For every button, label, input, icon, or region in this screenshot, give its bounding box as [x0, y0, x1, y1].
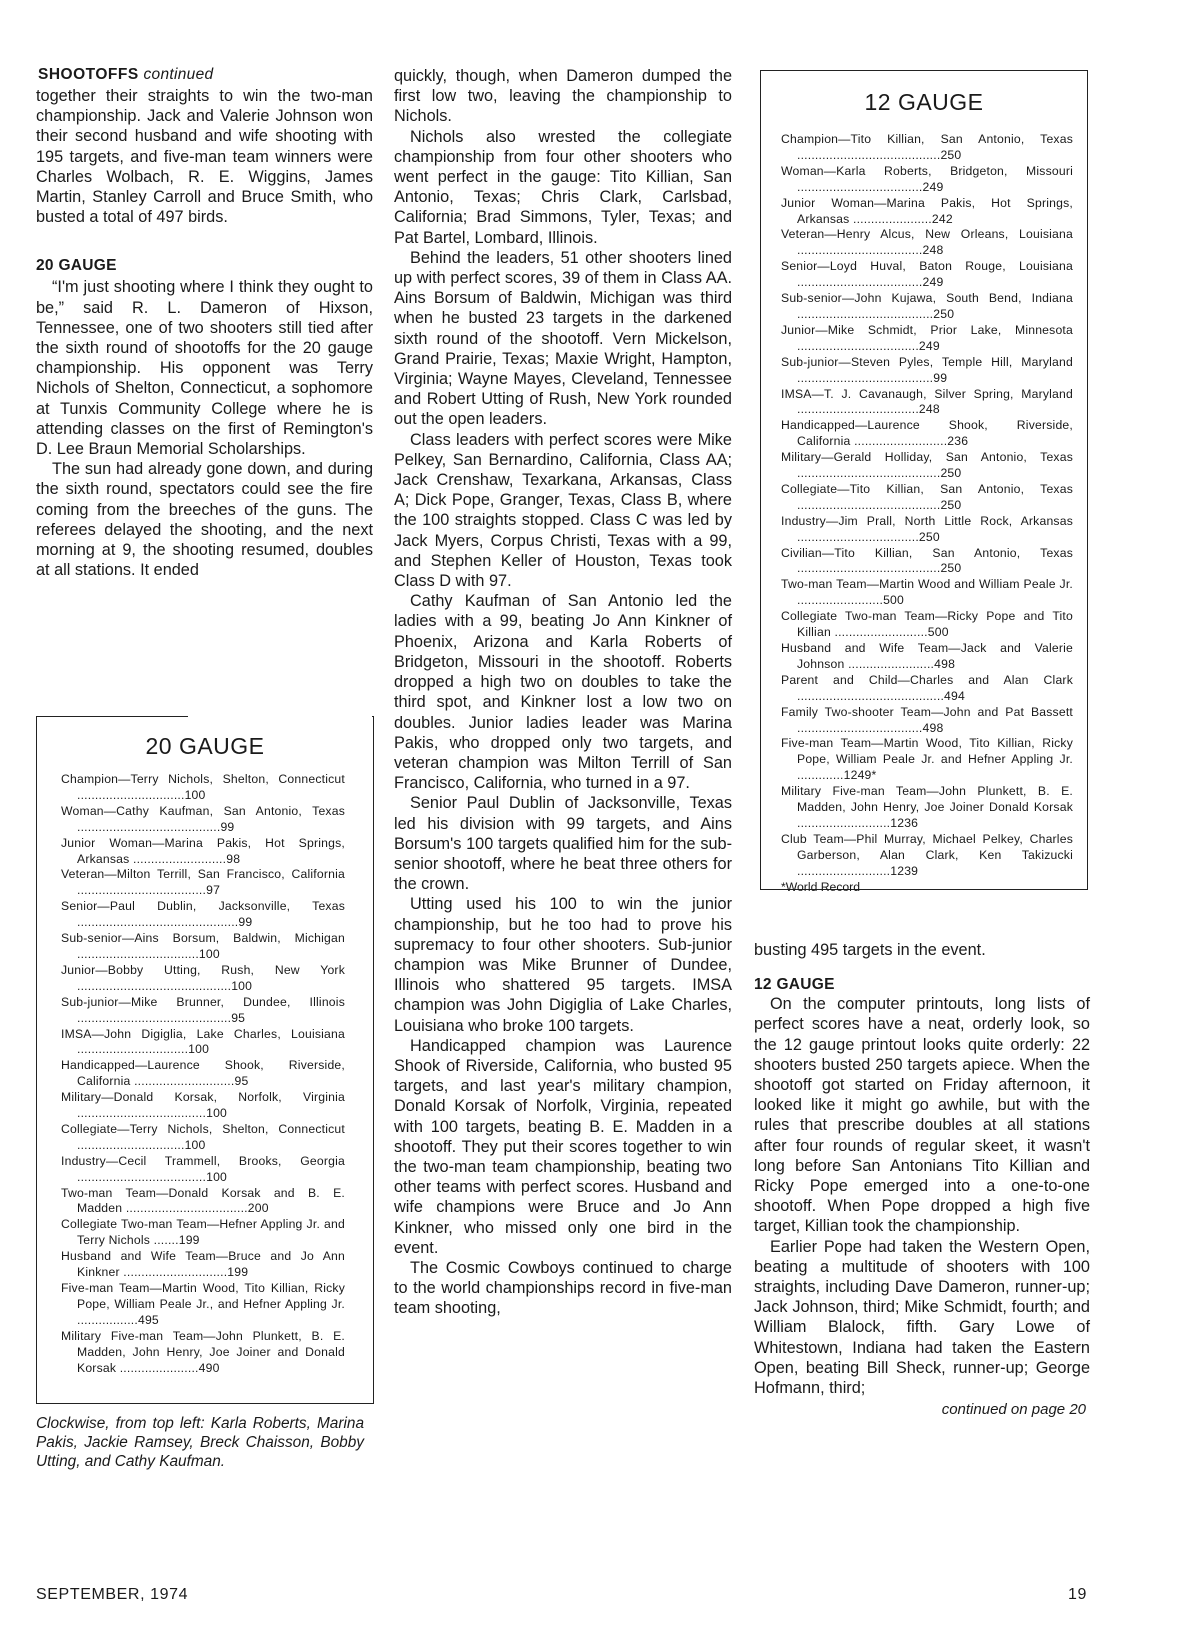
- result-entry: Handicapped—Laurence Shook, Riverside, California ..........................236: [781, 418, 1073, 449]
- paragraph: Senior Paul Dublin of Jacksonville, Texas led his division with 99 targets, and Ains Borsum's 100 targets qualified him for the sub-senior shootoff, where he beat three others for the crown.: [394, 794, 732, 894]
- result-entry: Champion—Terry Nichols, Shelton, Connecticut ..............................100: [61, 772, 345, 802]
- result-entry: Collegiate—Terry Nichols, Shelton, Connecticut ..............................100: [61, 1121, 345, 1152]
- paragraph: Cathy Kaufman of San Antonio led the ladies with a 99, beating Jo Ann Kinkner of Phoenix, Arizona and Karla Roberts of Bridgeton, Missouri in the shootoff. Roberts dropped a high two on doubles to take the third spot, and Kinkner lost a low two on doubles. Junior ladies leader was Marina Pakis, who dropped only two targets, and veteran champion was Milton Terrill of San Francisco, California, who turned in a 97.: [394, 592, 732, 793]
- result-entry: IMSA—John Digiglia, Lake Charles, Louisiana ...............................100: [61, 1026, 345, 1057]
- paragraph: Nichols also wrested the collegiate championship from four other shooters who went perfect in the gauge: Tito Killian, San Antonio, Texas; Chris Clark, Carlsbad, California; Brad Simmons, Tyler, Texas; and Pat Bartel, Lombard, Illinois.: [394, 127, 732, 247]
- issue-date: SEPTEMBER, 1974: [36, 1586, 189, 1603]
- box-title: 20 GAUGE: [145, 733, 265, 759]
- result-entry: Sub-junior—Mike Brunner, Dundee, Illinois ...........................................95: [61, 994, 345, 1025]
- continued-label: continued: [143, 66, 214, 83]
- paragraph: “I'm just shooting where I think they ought to be,” said R. L. Dameron of Hixson, Tennessee, one of two shooters still tied after the sixth round of shootoffs for the 20 gauge championship. His opponent was Terry Nichols of Shelton, Connecticut, a sophomore at Tunxis Community College where he is attending classes on the first of Remington's D. Lee Braun Memorial Scholarships.: [36, 278, 373, 459]
- continued-heading: [38, 66, 213, 84]
- result-entry: Champion—Tito Killian, San Antonio, Texas ........................................250: [781, 132, 1073, 162]
- column-3-text: [754, 940, 1090, 1418]
- paragraph: Class leaders with perfect scores were Mike Pelkey, San Bernardino, California, Class AA; Jack Crenshaw, Texarkana, Arkansas, Class A; Dick Pope, Granger, Texas, Class B, where the 100 straights stopped. Class C was led by Jack Myers, Corpus Christi, Texas with a 99, and Stephen Keller of Houston, Texas took Class D with 97.: [394, 430, 732, 591]
- result-entry: Senior—Paul Dublin, Jacksonville, Texas .............................................99: [61, 899, 345, 930]
- result-entry: Collegiate Two-man Team—Hefner Appling Jr. and Terry Nichols .......199: [61, 1217, 345, 1248]
- result-entry: Collegiate Two-man Team—Ricky Pope and Tito Killian ..........................500: [781, 609, 1073, 640]
- photo-caption: Clockwise, from top left: Karla Roberts, Marina Pakis, Jackie Ramsey, Breck Chaisson, Bobby Utting, and Cathy Kaufman.: [36, 1415, 364, 1470]
- result-entry: Junior—Mike Schmidt, Prior Lake, Minnesota ..................................249: [781, 322, 1073, 353]
- results-list: [781, 132, 1073, 880]
- result-entry: Woman—Karla Roberts, Bridgeton, Missouri ...................................249: [781, 163, 1073, 194]
- column-2-text: [394, 66, 732, 1319]
- result-entry: Military Five-man Team—John Plunkett, B. E. Madden, John Henry, Joe Joiner Donald Korsak ..........................1236: [781, 784, 1073, 830]
- box-title: 12 GAUGE: [864, 89, 984, 115]
- result-entry: Two-man Team—Donald Korsak and B. E. Madden ..................................200: [61, 1185, 345, 1216]
- paragraph: The sun had already gone down, and during the sixth round, spectators could see the fire coming from the breeches of the guns. The referees delayed the shooting, and the next morning at 9, the shooting resumed, doubles at all stations. It ended: [36, 460, 373, 580]
- paragraph: Utting used his 100 to win the junior championship, but he too had to prove his supremacy to four other shooters. Sub-junior champion was Mike Brunner of Dundee, Illinois who shattered 95 targets. IMSA champion was John Digiglia of Lake Charles, Louisiana who broke 100 targets.: [394, 895, 732, 1035]
- result-entry: Husband and Wife Team—Jack and Valerie Johnson ........................498: [781, 641, 1073, 671]
- paragraph: busting 495 targets in the event.: [754, 941, 986, 959]
- world-record-note: *World Record: [781, 879, 861, 894]
- paragraph: Earlier Pope had taken the Western Open, beating a multitude of shooters with 100 straights, including Dave Dameron, runner-up; Jack Johnson, third; Mike Schmidt, fourth; and William Blalock, fifth. Gary Lowe of Whitestown, Indiana had taken the Eastern Open, beating Bill Sheck, runner-up; George Hofmann, third;: [754, 1237, 1090, 1398]
- continued-on-page: continued on page 20: [941, 1401, 1086, 1419]
- result-entry: Sub-senior—John Kujawa, South Bend, Indiana ......................................250: [781, 291, 1073, 321]
- result-entry: Industry—Cecil Trammell, Brooks, Georgia ....................................100: [61, 1153, 345, 1184]
- intro-paragraph: together their straights to win the two-man championship. Jack and Valerie Johnson won their second husband and wife shooting with 195 targets, and five-man team winners were Charles Wolbach, R. E. Wiggins, James Martin, Stanley Carroll and Bruce Smith, who busted a total of 497 birds.: [36, 87, 373, 227]
- result-entry: Junior Woman—Marina Pakis, Hot Springs, Arkansas ..........................98: [61, 835, 345, 866]
- column-1-text: [36, 86, 373, 580]
- paragraph: On the computer printouts, long lists of perfect scores have a neat, orderly look, so the 12 gauge printout looks quite orderly: 22 shooters busted 250 targets apiece. When the shootoff got started on Friday afternoon, it looked like it might go awhile, but with the rules that prescribe doubles at all stations after four rounds of regular skeet, it wasn't long before San Antonians Tito Killian and Ricky Pope emerged into a one-to-one shootoff. When Pope dropped a high five target, Killian took the championship.: [754, 995, 1090, 1236]
- result-entry: Club Team—Phil Murray, Michael Pelkey, Charles Garberson, Alan Clark, Ken Takizucki ..........................1239: [781, 831, 1073, 878]
- result-entry: Collegiate—Tito Killian, San Antonio, Texas ........................................250: [781, 481, 1073, 512]
- paragraph: The Cosmic Cowboys continued to charge to the world championships record in five-man team shooting,: [394, 1258, 732, 1318]
- result-entry: Husband and Wife Team—Bruce and Jo Ann Kinkner .............................199: [61, 1249, 345, 1280]
- 12-gauge-results-box: [760, 70, 1088, 894]
- result-entry: Senior—Loyd Huval, Baton Rouge, Louisiana ...................................249: [781, 259, 1073, 290]
- box-top-gap: [188, 712, 372, 720]
- result-entry: Junior Woman—Marina Pakis, Hot Springs, Arkansas ......................242: [781, 195, 1073, 226]
- 20-gauge-results-box: [36, 716, 374, 1404]
- 12-gauge-heading: 12 GAUGE: [754, 976, 835, 994]
- result-entry: Military—Donald Korsak, Norfolk, Virginia ....................................100: [61, 1090, 345, 1121]
- paragraph: Behind the leaders, 51 other shooters lined up with perfect scores, 39 of them in Class AA. Ains Borsum of Baldwin, Michigan was third when he busted 23 targets in the darkened sixth round of the shootoff. Vern Mickelson, Grand Prairie, Texas; Maxie Wright, Hampton, Virginia; Wayne Mayes, Cleveland, Tennessee and Robert Utting of Rush, New York rounded out the open leaders.: [394, 248, 732, 429]
- result-entry: Sub-junior—Steven Pyles, Temple Hill, Maryland ......................................99: [781, 354, 1073, 385]
- results-list: [61, 772, 345, 1376]
- result-entry: Junior—Bobby Utting, Rush, New York ...........................................100: [61, 962, 345, 993]
- result-entry: Parent and Child—Charles and Alan Clark .........................................494: [781, 672, 1073, 703]
- page-number: 19: [1068, 1586, 1087, 1603]
- result-entry: IMSA—T. J. Cavanaugh, Silver Spring, Maryland ..................................248: [781, 386, 1073, 417]
- result-entry: Two-man Team—Martin Wood and William Peale Jr. ........................500: [781, 577, 1073, 608]
- paragraph: Handicapped champion was Laurence Shook of Riverside, California, who busted 95 targets, and last year's military champion, Donald Korsak of Norfolk, Virginia, repeated with 100 targets, beating B. E. Madden in a shootoff. They put their scores together to win the two-man team championship, beating two other teams with perfect scores. Husband and wife champions were Bruce and Jo Ann Kinkner, who missed only one bird in the event.: [394, 1036, 732, 1257]
- 20-gauge-heading: 20 GAUGE: [36, 257, 117, 275]
- result-entry: Military—Gerald Holliday, San Antonio, Texas ........................................250: [781, 450, 1073, 481]
- result-entry: Handicapped—Laurence Shook, Riverside, California ............................95: [61, 1058, 345, 1089]
- result-entry: Five-man Team—Martin Wood, Tito Killian, Ricky Pope, William Peale Jr. and Hefner Appling Jr. .............1249*: [781, 736, 1073, 783]
- section-label: SHOOTOFFS: [38, 66, 139, 83]
- result-entry: Family Two-shooter Team—John and Pat Bassett ...................................498: [781, 704, 1073, 735]
- result-entry: Veteran—Milton Terrill, San Francisco, California ....................................97: [61, 867, 345, 898]
- result-entry: Industry—Jim Prall, North Little Rock, Arkansas ..................................250: [781, 513, 1073, 544]
- result-entry: Woman—Cathy Kaufman, San Antonio, Texas ........................................99: [61, 803, 345, 834]
- result-entry: Civilian—Tito Killian, San Antonio, Texas ........................................250: [781, 545, 1073, 576]
- result-entry: Five-man Team—Martin Wood, Tito Killian, Ricky Pope, William Peale Jr., and Hefner Appling Jr. .................495: [61, 1281, 345, 1327]
- result-entry: Military Five-man Team—John Plunkett, B. E. Madden, John Henry, Joe Joiner and Donald Korsak ......................490: [61, 1328, 345, 1375]
- paragraph: quickly, though, when Dameron dumped the first low two, leaving the championship to Nichols.: [394, 67, 732, 126]
- result-entry: Veteran—Henry Alcus, New Orleans, Louisiana ...................................248: [781, 227, 1073, 258]
- result-entry: Sub-senior—Ains Borsum, Baldwin, Michigan ..................................100: [61, 931, 345, 961]
